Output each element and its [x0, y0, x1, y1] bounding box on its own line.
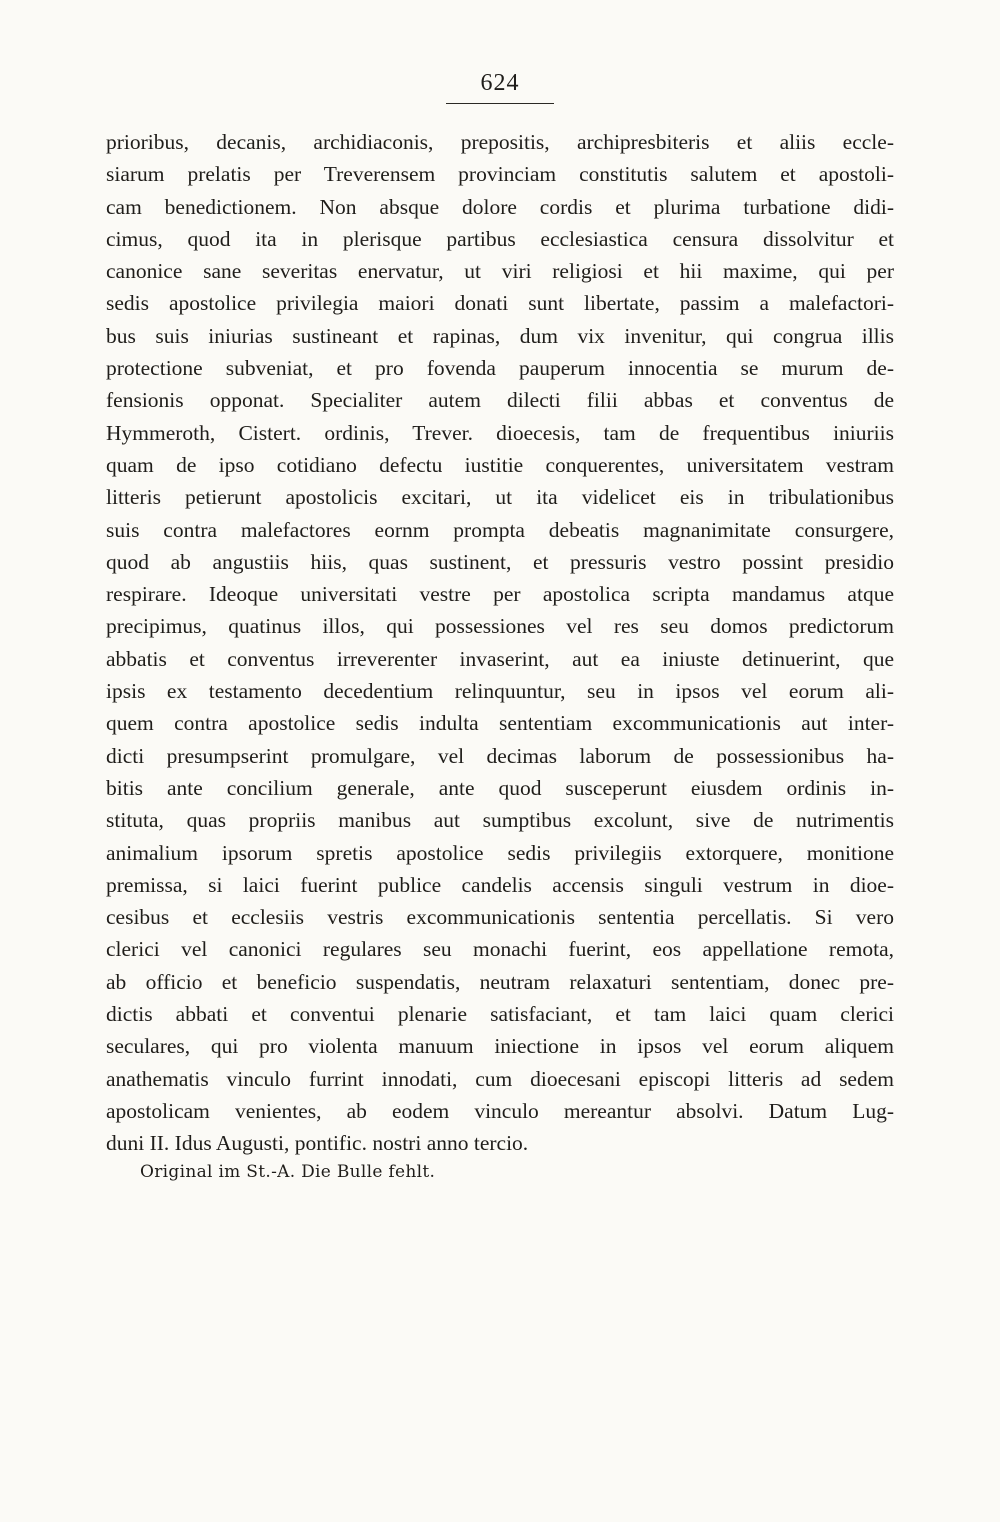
text-line: dicti presumpserint promulgare, vel decimas laborum de possessionibus ha- [106, 743, 894, 768]
text-line: quem contra apostolice sedis indulta sententiam excommunicationis aut inter- [106, 711, 894, 736]
text-line: ipsis ex testamento decedentium relinquuntur, seu in ipsos vel eorum ali- [106, 679, 894, 704]
text-line: clerici vel canonici regulares seu monachi fuerint, eos appellatione remota, [106, 937, 894, 962]
text-line: premissa, si laici fuerint publice candelis accensis singuli vestrum in dioe- [106, 872, 894, 897]
text-line: prioribus, decanis, archidiaconis, prepositis, archipresbiteris et aliis eccle- [106, 130, 894, 154]
text-line: suis contra malefactores eornm prompta debeatis magnanimitate consurgere, [106, 517, 894, 542]
text-line-last: duni II. Idus Augusti, pontific. nostri anno tercio. [106, 1131, 529, 1156]
text-line: canonice sane severitas enervatur, ut viri religiosi et hii maxime, qui per [106, 259, 894, 284]
text-line: apostolicam venientes, ab eodem vinculo mereantur absolvi. Datum Lug- [106, 1098, 894, 1123]
text-line: siarum prelatis per Treverensem provinciam constitutis salutem et apostoli- [106, 162, 894, 187]
text-line: dictis abbati et conventui plenarie satisfaciant, et tam laici quam clerici [106, 1002, 894, 1027]
text-line: protectione subveniat, et pro fovenda pauperum innocentia se murum de- [106, 356, 894, 381]
source-note: Original im St.-A. Die Bulle fehlt. [140, 1162, 436, 1182]
body-text [106, 126, 894, 1160]
text-line: quod ab angustiis hiis, quas sustinent, et pressuris vestro possint presidio [106, 549, 894, 574]
text-line: animalium ipsorum spretis apostolice sedis privilegiis extorquere, monitione [106, 840, 894, 865]
text-line: cesibus et ecclesiis vestris excommunicationis sententia percellatis. Si vero [106, 905, 894, 930]
text-line: sedis apostolice privilegia maiori donati sunt libertate, passim a malefactori- [106, 291, 894, 316]
text-line: litteris petierunt apostolicis excitari, ut ita videlicet eis in tribulationibus [106, 485, 894, 510]
text-line: cam benedictionem. Non absque dolore cordis et plurima turbatione didi- [106, 194, 894, 219]
text-line: Hymmeroth, Cistert. ordinis, Trever. dioecesis, tam de frequentibus iniuriis [106, 420, 894, 445]
text-line: anathematis vinculo furrint innodati, cum dioecesani episcopi litteris ad sedem [106, 1066, 894, 1091]
text-line: ab officio et beneficio suspendatis, neutram relaxaturi sententiam, donec pre- [106, 969, 894, 994]
text-line: bitis ante concilium generale, ante quod susceperunt eiusdem ordinis in- [106, 775, 894, 800]
text-line: fensionis opponat. Specialiter autem dilecti filii abbas et conventus de [106, 388, 894, 413]
text-line: quam de ipso cotidiano defectu iustitie conquerentes, universitatem vestram [106, 452, 894, 477]
text-line: precipimus, quatinus illos, qui possessiones vel res seu domos predictorum [106, 614, 894, 639]
text-line: cimus, quod ita in plerisque partibus ecclesiastica censura dissolvitur et [106, 226, 894, 251]
text-line: bus suis iniurias sustineant et rapinas, dum vix invenitur, qui congrua illis [106, 323, 894, 348]
page-number: 624 [480, 70, 520, 96]
text-line: stituta, quas propriis manibus aut sumptibus excolunt, sive de nutrimentis [106, 808, 894, 833]
text-line: abbatis et conventus irreverenter invaserint, aut ea iniuste detinuerint, que [106, 646, 894, 671]
page-number-rule [446, 103, 554, 104]
text-line: respirare. Ideoque universitati vestre per apostolica scripta mandamus atque [106, 582, 894, 607]
text-line: seculares, qui pro violenta manuum iniectione in ipsos vel eorum aliquem [106, 1034, 894, 1059]
